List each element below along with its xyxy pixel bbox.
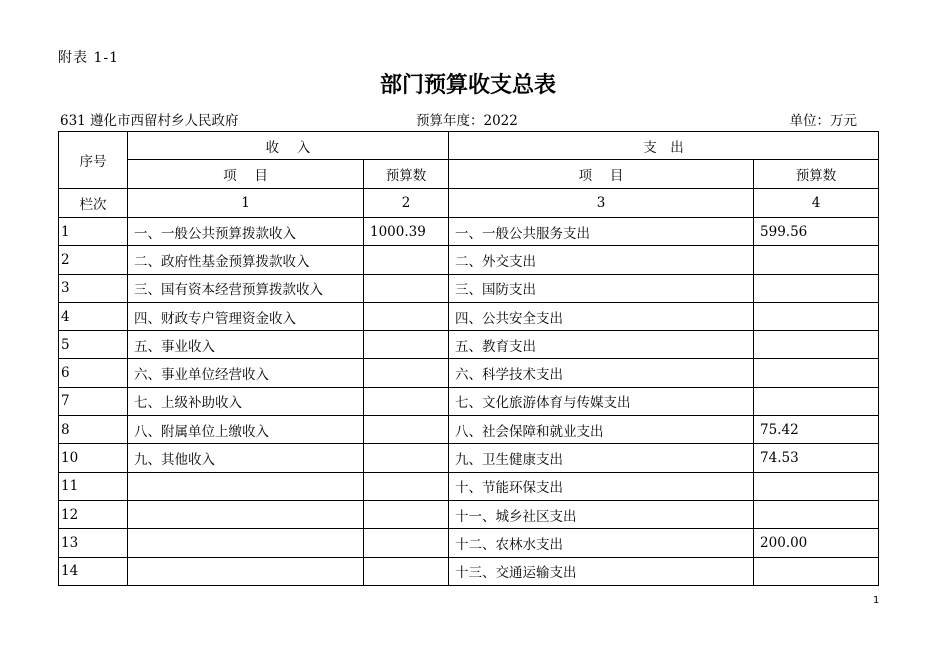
expense-amount: [754, 359, 879, 387]
row-seq: 8: [59, 416, 128, 444]
row-seq: 13: [59, 529, 128, 557]
income-item: 七、上级补助收入: [128, 387, 364, 415]
row-seq: 10: [59, 444, 128, 472]
income-amount: [364, 500, 449, 528]
row-seq: 5: [59, 331, 128, 359]
table-row: [59, 218, 879, 246]
table-row: [59, 387, 879, 415]
income-amount: [364, 331, 449, 359]
table-row: [59, 500, 879, 528]
income-item: [128, 529, 364, 557]
budget-table: [58, 131, 879, 586]
income-amount: [364, 416, 449, 444]
table-row: [59, 444, 879, 472]
expense-amount-header: 预算数: [754, 160, 879, 189]
expense-amount: [754, 557, 879, 585]
expense-item-header: 项 目: [449, 160, 754, 189]
table-row: [59, 472, 879, 500]
seq-header: 序号: [59, 132, 128, 189]
income-amount: [364, 246, 449, 274]
expense-item: 十二、农林水支出: [449, 529, 754, 557]
expense-item: 十、节能环保支出: [449, 472, 754, 500]
income-header: 收 入: [128, 132, 449, 160]
expense-amount: 75.42: [754, 416, 879, 444]
income-item: 三、国有资本经营预算拨款收入: [128, 274, 364, 302]
income-item-header: 项 目: [128, 160, 364, 189]
income-amount: [364, 472, 449, 500]
row-seq: 2: [59, 246, 128, 274]
column-row-label: 栏次: [59, 189, 128, 218]
income-item: 五、事业收入: [128, 331, 364, 359]
expense-item: 六、科学技术支出: [449, 359, 754, 387]
expense-amount: [754, 302, 879, 330]
expense-amount: [754, 331, 879, 359]
income-item: 二、政府性基金预算拨款收入: [128, 246, 364, 274]
row-seq: 7: [59, 387, 128, 415]
row-seq: 11: [59, 472, 128, 500]
income-amount: [364, 557, 449, 585]
expense-amount: [754, 500, 879, 528]
unit-label: 单位：万元: [789, 113, 857, 129]
column-number: 3: [449, 189, 754, 218]
column-number: 2: [364, 189, 449, 218]
page-title: 部门预算收支总表: [379, 73, 556, 98]
income-amount: [364, 359, 449, 387]
income-item: 四、财政专户管理资金收入: [128, 302, 364, 330]
table-row: [59, 416, 879, 444]
expense-item: 四、公共安全支出: [449, 302, 754, 330]
expense-header: 支 出: [449, 132, 879, 160]
income-item: [128, 472, 364, 500]
table-row: [59, 331, 879, 359]
table-row: [59, 359, 879, 387]
expense-item: 十一、城乡社区支出: [449, 500, 754, 528]
table-row: [59, 302, 879, 330]
expense-item: 八、社会保障和就业支出: [449, 416, 754, 444]
expense-amount: [754, 274, 879, 302]
income-item: [128, 500, 364, 528]
table-row: [59, 246, 879, 274]
expense-item: 五、教育支出: [449, 331, 754, 359]
income-item: 八、附属单位上缴收入: [128, 416, 364, 444]
row-seq: 1: [59, 218, 128, 246]
organization-name: 631 遵化市西留村乡人民政府: [60, 113, 239, 129]
income-amount: [364, 274, 449, 302]
income-amount: [364, 529, 449, 557]
expense-item: 二、外交支出: [449, 246, 754, 274]
income-amount: [364, 444, 449, 472]
column-number: 1: [128, 189, 364, 218]
row-seq: 12: [59, 500, 128, 528]
income-item: 六、事业单位经营收入: [128, 359, 364, 387]
table-row: [59, 529, 879, 557]
expense-amount: 599.56: [754, 218, 879, 246]
expense-item: 七、文化旅游体育与传媒支出: [449, 387, 754, 415]
table-row: [59, 274, 879, 302]
page-number: 1: [873, 595, 880, 606]
column-number: 4: [754, 189, 879, 218]
row-seq: 4: [59, 302, 128, 330]
budget-year: 预算年度：2022: [416, 113, 518, 129]
income-item: [128, 557, 364, 585]
income-item: 一、一般公共预算拨款收入: [128, 218, 364, 246]
expense-item: 一、一般公共服务支出: [449, 218, 754, 246]
row-seq: 14: [59, 557, 128, 585]
income-amount: 1000.39: [364, 218, 449, 246]
expense-amount: [754, 246, 879, 274]
table-row: [59, 557, 879, 585]
expense-amount: 200.00: [754, 529, 879, 557]
expense-amount: [754, 472, 879, 500]
row-seq: 3: [59, 274, 128, 302]
attachment-label: 附表 1-1: [58, 50, 119, 66]
expense-item: 三、国防支出: [449, 274, 754, 302]
expense-item: 十三、交通运输支出: [449, 557, 754, 585]
row-seq: 6: [59, 359, 128, 387]
income-amount: [364, 387, 449, 415]
income-amount-header: 预算数: [364, 160, 449, 189]
expense-amount: [754, 387, 879, 415]
expense-amount: 74.53: [754, 444, 879, 472]
expense-item: 九、卫生健康支出: [449, 444, 754, 472]
income-item: 九、其他收入: [128, 444, 364, 472]
income-amount: [364, 302, 449, 330]
